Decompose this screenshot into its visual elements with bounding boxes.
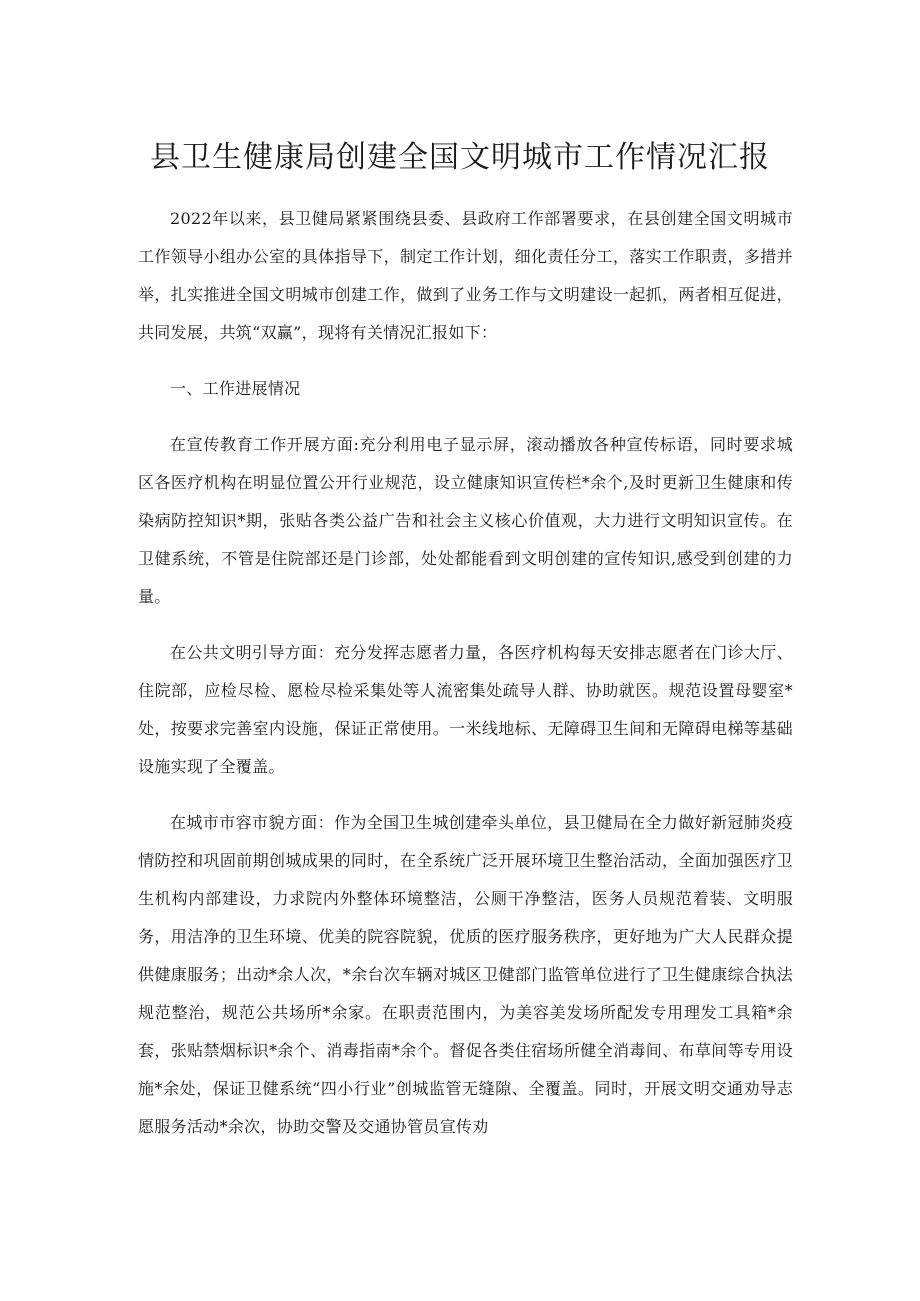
guidance-paragraph: 在公共文明引导方面：充分发挥志愿者力量，各医疗机构每天安排志愿者在门诊大厅、住院部，应检尽检、愿检尽检采集处等人流密集处疏导人群、协助就医。规范设置母婴室*处，按要求完善室内设施，保证正常使用。一米线地标、无障碍卫生间和无障碍电梯等基础设施实现了全覆盖。 — [138, 643, 793, 776]
publicity-paragraph: 在宣传教育工作开展方面:充分利用电子显示屏，滚动播放各种宣传标语，同时要求城区各医疗机构在明显位置公开行业规范，设立健康知识宣传栏*余个,及时更新卫生健康和传染病防控知识*期，张贴各类公益广告和社会主义核心价值观，大力进行文明知识宣传。在卫健系统，不管是住院部还是门诊部，处处都能看到文明创建的宣传知识,感受到创建的力量。 — [138, 435, 793, 606]
section-heading: 一、工作进展情况 — [170, 379, 301, 398]
document-title: 县卫生健康局创建全国文明城市工作情况汇报 — [150, 140, 770, 175]
intro-paragraph: 2022年以来，县卫健局紧紧围绕县委、县政府工作部署要求，在县创建全国文明城市工作领导小组办公室的具体指导下，制定工作计划，细化责任分工，落实工作职责，多措并举，扎实推进全国文明城市创建工作，做到了业务工作与文明建设一起抓，两者相互促进，共同发展，共筑“双赢”，现将有关情况汇报如下： — [138, 209, 793, 342]
cityscape-paragraph: 在城市市容市貌方面：作为全国卫生城创建牵头单位，县卫健局在全力做好新冠肺炎疫情防控和巩固前期创城成果的同时，在全系统广泛开展环境卫生整治活动，全面加强医疗卫生机构内部建设，力求院内外整体环境整洁，公厕干净整洁，医务人员规范着装、文明服务，用洁净的卫生环境、优美的院容院貌，优质的医疗服务秩序，更好地为广大人民群众提供健康服务；出动*余人次，*余台次车辆对城区卫健部门监管单位进行了卫生健康综合执法规范整治，规范公共场所*余家。在职责范围内，为美容美发场所配发专用理发工具箱*余套，张贴禁烟标识*余个、消毒指南*余个。督促各类住宿场所健全消毒间、布草间等专用设施*余处，保证卫健系统“四小行业”创城监管无缝隙、全覆盖。同时，开展文明交通劝导志愿服务活动*余次，协助交警及交通协管员宣传劝 — [138, 813, 793, 1136]
document-body — [138, 200, 793, 1164]
